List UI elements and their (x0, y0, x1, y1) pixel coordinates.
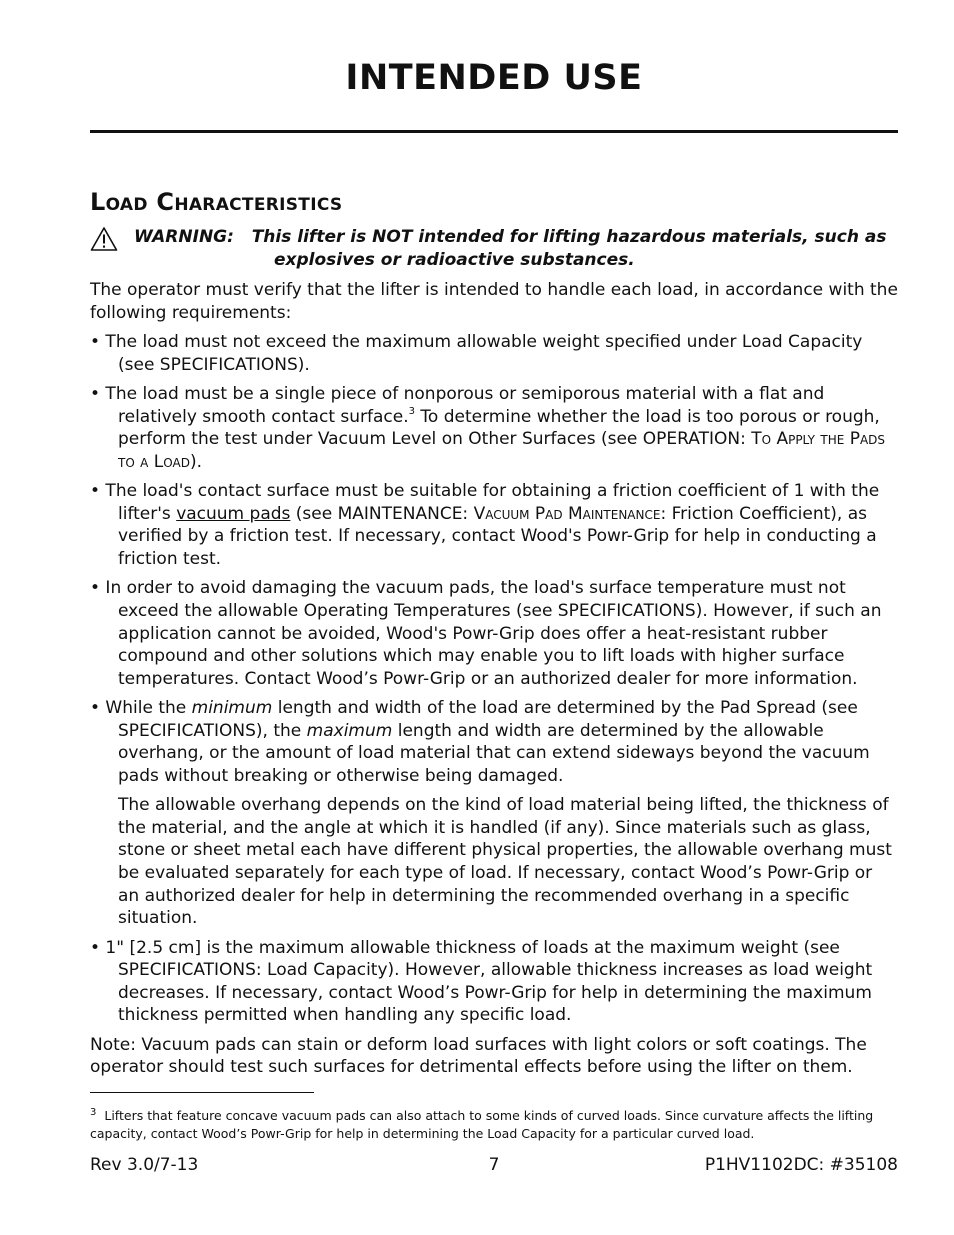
page-footer (90, 1155, 898, 1179)
footnote-divider (90, 1092, 314, 1093)
bullet-friction-text-2: (see MAINTENANCE: (290, 503, 474, 524)
footnote (90, 1104, 898, 1143)
intro-paragraph: The operator must verify that the lifter is intended to handle each load, in accordance with the following requirements: (90, 280, 898, 323)
body-text (90, 279, 898, 1086)
footer-revision: Rev 3.0/7-13 (90, 1155, 199, 1175)
emphasis-minimum: minimum (191, 698, 273, 719)
warning-triangle-icon (90, 226, 118, 252)
bullet-dimensions-text-1: • While the (90, 698, 192, 719)
vacuum-pads-link[interactable]: vacuum pads (176, 503, 291, 524)
bullet-dimensions (90, 697, 898, 787)
bullet-friction-text-3: : Friction Coefficient), as verified by a friction test. If necessary, contact Wood's Powr-Grip for help in conducting a friction test. (118, 503, 877, 569)
bullet-thickness: • 1" [2.5 cm] is the maximum allowable thickness of loads at the maximum weight (see SPECIFICATIONS: Load Capacity). However, allowable thickness increases as load weight decreases. If necessary, contact Wood’s Powr-Grip for help in determining the maximum thickness permitted when handling any specific load. (90, 937, 873, 1026)
warning-line-2: explosives or radioactive substances. (274, 250, 635, 270)
warning-line-1: This lifter is NOT intended for lifting hazardous materials, such as (251, 227, 887, 247)
overhang-paragraph: The allowable overhang depends on the kind of load material being lifted, the thickness of the material, and the angle at which it is handled (if any). Since materials such as glass, stone or sheet metal each have different physical properties, the allowable overhang must be evaluated separately for each type of load. If necessary, contact Wood’s Powr-Grip or an authorized dealer for help in determining the recommended overhang in a specific situation. (118, 795, 892, 929)
bullet-surface-text-3: ). (189, 451, 202, 472)
footer-page-number: 7 (488, 1155, 500, 1175)
footnote-mark: 3 (90, 1107, 97, 1118)
bullet-friction (90, 480, 898, 570)
footnote-ref: 3 (408, 405, 416, 417)
section-ref-apply-pads: To Apply the Pads to a Load (118, 429, 886, 472)
page-title: INTENDED USE (345, 58, 643, 98)
emphasis-maximum: maximum (306, 720, 393, 741)
warning-label: WARNING: (134, 227, 234, 247)
warning-text (134, 226, 898, 272)
bullet-dimensions-text-3: length and width are determined by the allowable overhang, or the amount of load material that can extend sideways beyond the vacuum pads without breaking or otherwise being damaged. (118, 720, 870, 786)
bullet-dimensions-text-2: length and width of the load are determined by the Pad Spread (see SPECIFICATIONS), the (118, 698, 858, 741)
footnote-text: Lifters that feature concave vacuum pads can also attach to some kinds of curved loads. Since curvature affects the lifting capacity, contact Wood’s Powr-Grip for help in determining the Load Capacity for a particular curved load. (90, 1108, 874, 1141)
bullet-surface-text-1: • The load must be a single piece of nonporous or semiporous material with a flat and relatively smooth contact surface. (90, 383, 825, 427)
bullet-surface-text-2: To determine whether the load is too porous or rough, perform the test under Vacuum Level on Other Surfaces (see OPERATION: (118, 406, 880, 450)
bullet-temperature: • In order to avoid damaging the vacuum pads, the load's surface temperature must not exceed the allowable Operating Temperatures (see SPECIFICATIONS). However, if such an application cannot be avoided, Wood's Powr-Grip does offer a heat-resistant rubber compound and other solutions which may enable you to lift loads with higher surface temperatures. Contact Wood’s Powr-Grip or an authorized dealer for more information. (90, 578, 882, 689)
section-heading: Load Characteristics (90, 188, 343, 216)
bullet-friction-text-1: • The load's contact surface must be suitable for obtaining a friction coefficient of 1 with the lifter's (90, 481, 880, 524)
section-ref-pad-maintenance: Vacuum Pad Maintenance (473, 503, 661, 524)
title-divider (90, 130, 898, 133)
bullet-surface (90, 383, 898, 473)
bullet-weight: • The load must not exceed the maximum allowable weight specified under Load Capacity (see SPECIFICATIONS). (90, 331, 863, 375)
note-paragraph: Note: Vacuum pads can stain or deform load surfaces with light colors or soft coatings. The operator should test such surfaces for detrimental effects before using the lifter on them. (90, 1034, 867, 1078)
footer-doc-id: P1HV1102DC: #35108 (704, 1155, 898, 1175)
